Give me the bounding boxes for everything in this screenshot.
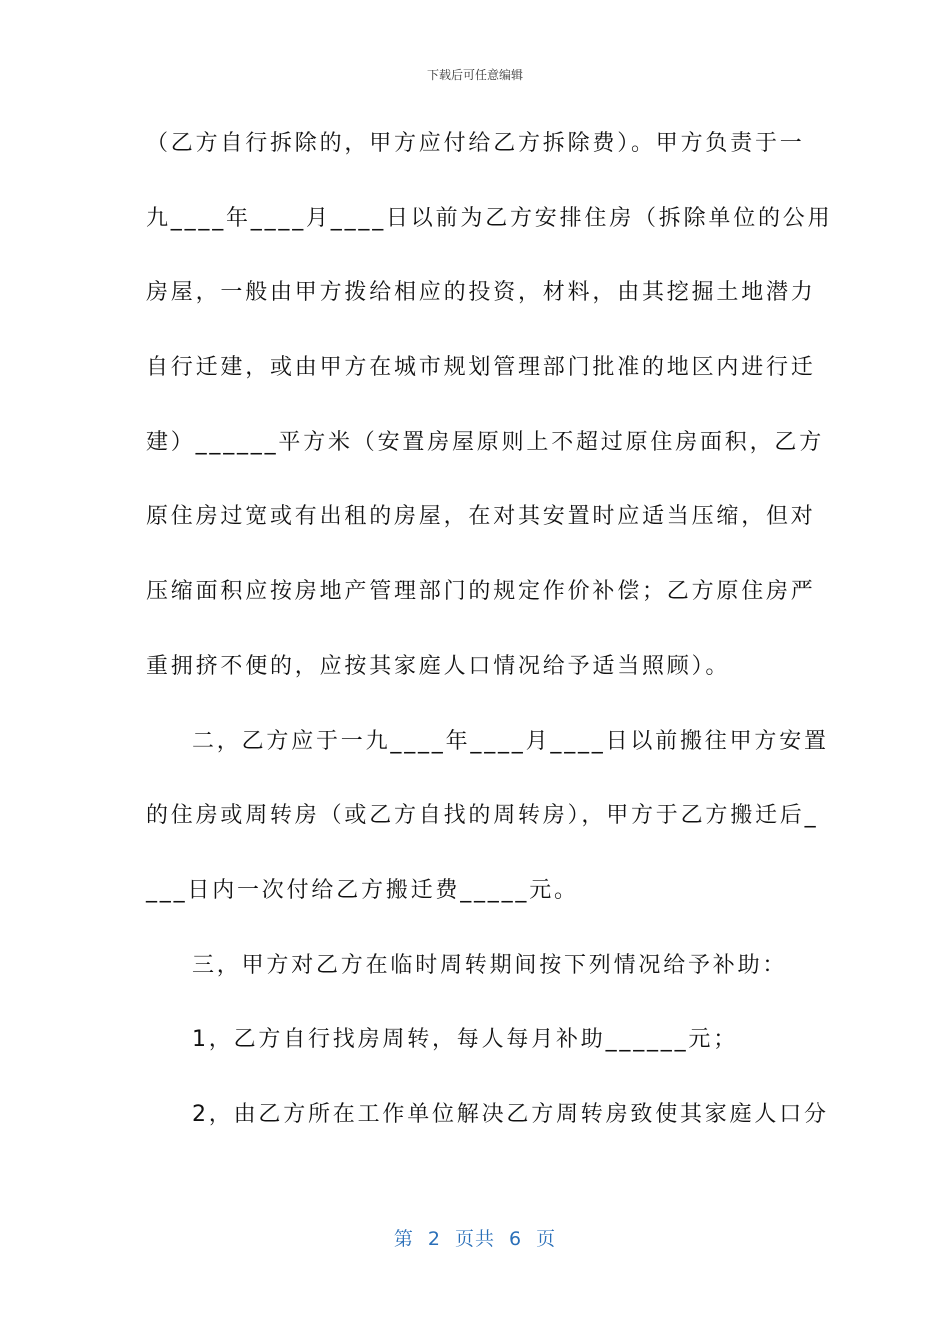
section-three-line: 三，甲方对乙方在临时周转期间按下列情况给予补助：	[192, 952, 788, 978]
page-current: 2	[427, 1228, 441, 1250]
document-body	[146, 120, 833, 1166]
text-line: ___日内一次付给乙方搬迁费_____元。	[146, 877, 579, 903]
text-line: 建）______平方米（安置房屋原则上不超过原住房面积，乙方	[146, 429, 825, 455]
page-prefix: 第	[393, 1228, 414, 1250]
text-line: 九____年____月____日以前为乙方安排住房（拆除单位的公用	[146, 205, 833, 231]
text-line: 房屋，一般由甲方拨给相应的投资，材料，由其挖掘土地潜力	[146, 280, 816, 306]
page-total: 6	[509, 1228, 523, 1250]
item-one-line: 1，乙方自行找房周转，每人每月补助______元；	[192, 1027, 738, 1053]
text-line: 自行迁建，或由甲方在城市规划管理部门批准的地区内进行迁	[146, 355, 816, 381]
download-note-header: 下载后可任意编辑	[426, 68, 523, 82]
text-line: 压缩面积应按房地产管理部门的规定作价补偿；乙方原住房严	[146, 579, 816, 605]
page-number-footer	[0, 1224, 950, 1251]
page-middle: 页共	[454, 1228, 495, 1250]
item-two-line: 2，由乙方所在工作单位解决乙方周转房致使其家庭人口分	[192, 1101, 829, 1127]
text-line: （乙方自行拆除的，甲方应付给乙方拆除费）。甲方负责于一	[146, 131, 805, 156]
text-line: 重拥挤不便的，应按其家庭人口情况给予适当照顾）。	[146, 653, 731, 679]
text-line: 的住房或周转房（或乙方自找的周转房），甲方于乙方搬迁后_	[146, 803, 819, 829]
section-two-line: 二，乙方应于一九____年____月____日以前搬往甲方安置	[192, 728, 829, 754]
page-suffix: 页	[536, 1228, 557, 1250]
text-line: 原住房过宽或有出租的房屋，在对其安置时应适当压缩，但对	[146, 504, 816, 530]
